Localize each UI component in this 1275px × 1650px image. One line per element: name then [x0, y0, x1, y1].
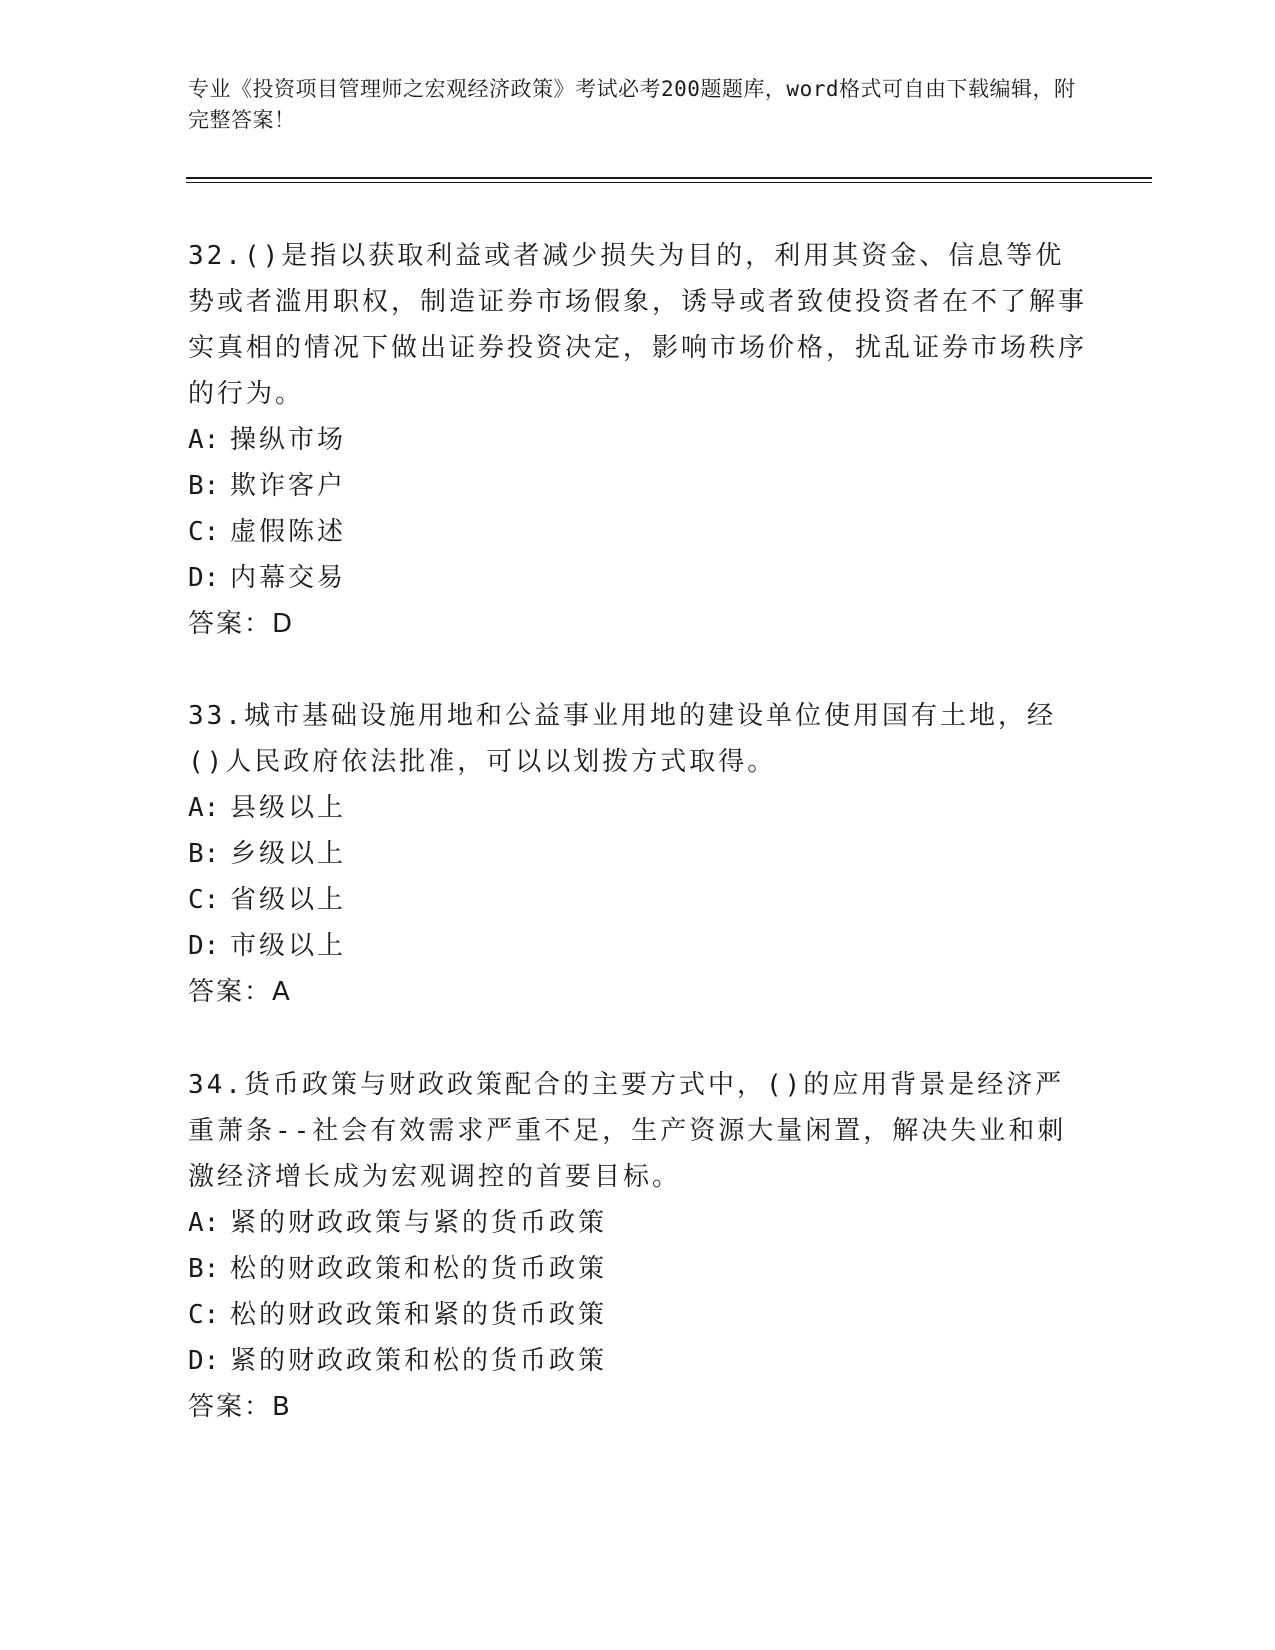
document-header: [188, 74, 1088, 136]
question-34: [188, 1062, 1088, 1430]
option-b: [188, 831, 1088, 877]
option-letter: D:: [188, 563, 220, 593]
option-text: 内幕交易: [230, 563, 347, 593]
option-c: [188, 509, 1088, 555]
option-d: [188, 555, 1088, 601]
option-letter: D:: [188, 1346, 220, 1376]
option-c: [188, 877, 1088, 923]
option-text: 紧的财政政策与紧的货币政策: [230, 1208, 608, 1238]
option-text: 松的财政政策和紧的货币政策: [230, 1300, 608, 1330]
answer-line: 答案：A: [188, 977, 292, 1007]
option-text: 松的财政政策和松的货币政策: [230, 1254, 608, 1284]
option-letter: A:: [188, 425, 220, 455]
option-d: [188, 923, 1088, 969]
option-text: 虚假陈述: [230, 517, 347, 547]
option-letter: A:: [188, 1208, 220, 1238]
option-text: 市级以上: [230, 931, 347, 961]
option-c: [188, 1292, 1088, 1338]
option-a: [188, 1200, 1088, 1246]
header-rule-thin: [186, 182, 1152, 183]
option-letter: B:: [188, 471, 220, 501]
question-33: [188, 693, 1088, 1015]
option-list: [188, 785, 1088, 969]
option-letter: B:: [188, 1254, 220, 1284]
answer-line: 答案：B: [188, 1392, 292, 1422]
option-letter: C:: [188, 885, 220, 915]
option-letter: C:: [188, 1300, 220, 1330]
option-text: 欺诈客户: [230, 471, 347, 501]
option-a: [188, 417, 1088, 463]
option-d: [188, 1338, 1088, 1384]
option-b: [188, 463, 1088, 509]
option-text: 紧的财政政策和松的货币政策: [230, 1346, 608, 1376]
question-32: [188, 233, 1088, 647]
option-letter: A:: [188, 793, 220, 823]
option-a: [188, 785, 1088, 831]
header-rule-thick: [186, 177, 1152, 179]
option-letter: B:: [188, 839, 220, 869]
option-list: [188, 417, 1088, 601]
question-stem: 33.城市基础设施用地和公益事业用地的建设单位使用国有土地，经()人民政府依法批准，可以以划拨方式取得。: [188, 701, 1056, 777]
question-stem: 34.货币政策与财政政策配合的主要方式中，()的应用背景是经济严重萧条--社会有效需求严重不足，生产资源大量闲置，解决失业和刺激经济增长成为宏观调控的首要目标。: [188, 1070, 1067, 1192]
answer-line: 答案：D: [188, 609, 295, 639]
option-text: 县级以上: [230, 793, 347, 823]
option-text: 操纵市场: [230, 425, 347, 455]
option-letter: D:: [188, 931, 220, 961]
option-text: 省级以上: [230, 885, 347, 915]
option-letter: C:: [188, 517, 220, 547]
option-text: 乡级以上: [230, 839, 347, 869]
option-b: [188, 1246, 1088, 1292]
intro-text: 专业《投资项目管理师之宏观经济政策》考试必考200题题库，word格式可自由下载编辑，附完整答案！: [188, 77, 1076, 132]
question-stem: 32.()是指以获取利益或者减少损失为目的，利用其资金、信息等优势或者滥用职权，制造证券市场假象，诱导或者致使投资者在不了解事实真相的情况下做出证券投资决定，影响市场价格，扰乱证券市场秩序的行为。: [188, 241, 1088, 409]
option-list: [188, 1200, 1088, 1384]
